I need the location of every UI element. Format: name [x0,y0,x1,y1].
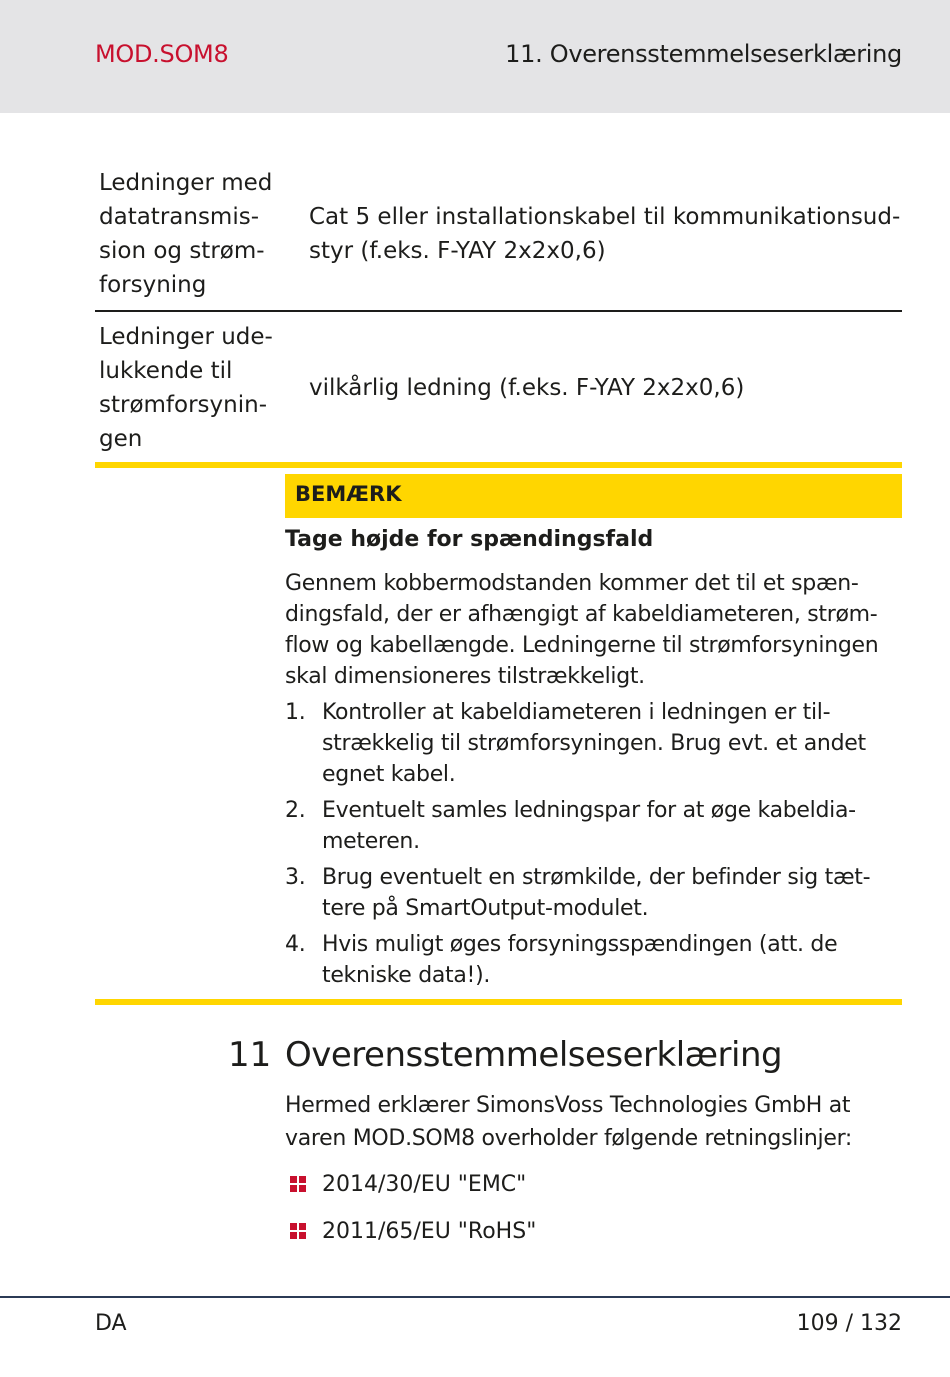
step-text: Kontroller at kabeldiameteren i ledningen er til-strækkelig til strømforsyningen. Brug evt. et andet egnet kabel. [322,700,866,787]
step-text: Hvis muligt øges forsyningsspændingen (att. de tekniske data!). [322,932,838,988]
step-text: Eventuelt samles ledningspar for at øge kabeldia-meteren. [322,798,856,854]
notice-bottom-rule [95,999,902,1005]
notice-label: BEMÆRK [295,482,402,506]
footer-rule [0,1296,950,1298]
cable-type-cell: Ledninger med datatransmis-sion og strøm-forsyning [95,164,309,311]
notice-steps [285,697,902,996]
step-number: 4. [285,932,306,957]
chapter-title: 11. Overensstemmelseserklæring [505,40,902,68]
directive-text: 2011/65/EU "RoHS" [322,1219,537,1244]
list-item [285,1168,902,1201]
step-number: 3. [285,865,306,890]
notice-top-rule [95,462,902,468]
step-text: Brug eventuelt en strømkilde, der befinder sig tæt-tere på SmartOutput-modulet. [322,865,871,921]
section-title: Overensstemmelseserklæring [285,1035,783,1075]
directive-list [285,1168,902,1262]
cable-type-cell: Ledninger ude-lukkende til strømforsynin-gen [95,311,309,465]
cable-spec-cell: vilkårlig ledning (f.eks. F-YAY 2x2x0,6) [309,311,902,465]
directive-text: 2014/30/EU "EMC" [322,1172,527,1197]
list-item [285,929,902,991]
notice-heading: Tage højde for spændingsfald [285,527,654,552]
red-four-square-bullet-icon [290,1223,306,1239]
list-item [285,697,902,790]
footer-language: DA [95,1311,127,1336]
page-header [0,0,950,113]
red-four-square-bullet-icon [290,1176,306,1192]
step-number: 1. [285,700,306,725]
page-number: 109 / 132 [796,1311,902,1336]
step-number: 2. [285,798,306,823]
list-item [285,862,902,924]
notice-body: Gennem kobbermodstanden kommer det til et spæn-dingsfald, der er afhængigt af kabeldiameteren, strøm-flow og kabellængde. Ledningerne til strømforsyningen skal dimensioneres tilstrækkeligt. [285,571,879,689]
table-row [95,164,902,311]
list-item [285,795,902,857]
cable-table [95,164,902,466]
table-row [95,311,902,465]
notice-label-bar [285,474,902,518]
cable-spec-cell: Cat 5 eller installationskabel til kommunikationsud-styr (f.eks. F-YAY 2x2x0,6) [309,164,902,311]
product-name: MOD.SOM8 [95,40,229,68]
list-item [285,1215,902,1248]
section-number: 11 [228,1035,272,1075]
section-intro: Hermed erklærer SimonsVoss Technologies GmbH at varen MOD.SOM8 overholder følgende retningslinjer: [285,1093,853,1151]
